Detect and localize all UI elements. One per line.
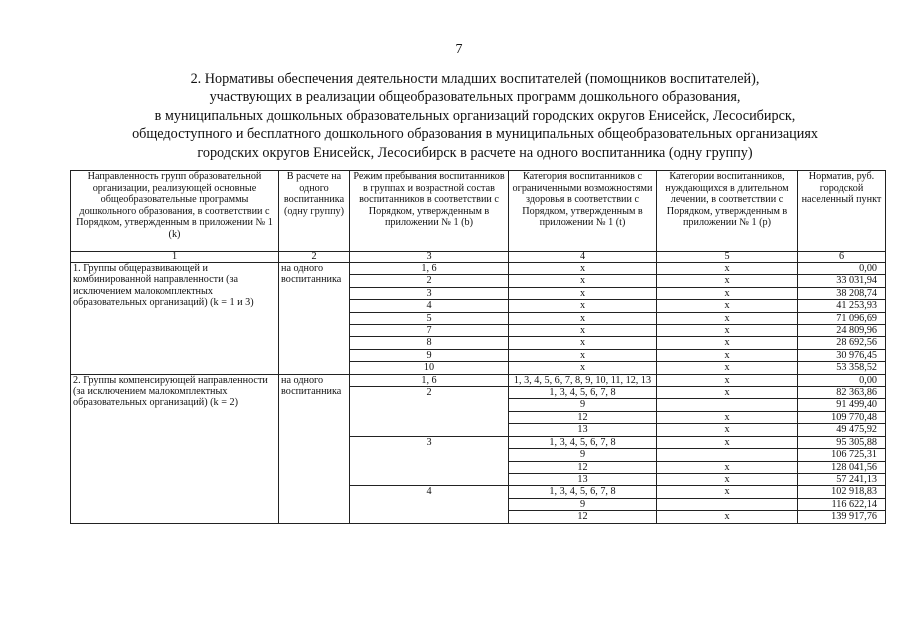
regime-cell: 2 [350,275,509,287]
category-treatment-cell: х [657,325,798,337]
norm-value-cell: 109 770,48 [798,411,886,423]
category-ovz-cell: х [509,287,657,299]
norm-value-cell: 41 253,93 [798,300,886,312]
category-treatment-cell: х [657,424,798,436]
header-direction: Направленность групп образовательной организации, реализующей основные общеобразовательные программы дошкольного образования, в соответствии с Порядком, утвержденным в приложении № 1 (k) [71,171,279,252]
column-number: 2 [279,252,350,263]
norm-value-cell: 38 208,74 [798,287,886,299]
regime-cell: 2 [350,387,509,437]
category-ovz-cell: 12 [509,461,657,473]
category-ovz-cell: 1, 3, 4, 5, 6, 7, 8, 9, 10, 11, 12, 13 [509,374,657,386]
norm-value-cell: 91 499,40 [798,399,886,411]
category-ovz-cell: 13 [509,424,657,436]
category-treatment-cell: х [657,511,798,523]
category-treatment-cell [657,449,798,461]
category-treatment-cell: х [657,300,798,312]
regime-cell: 8 [350,337,509,349]
category-treatment-cell: х [657,486,798,498]
regime-cell: 3 [350,287,509,299]
column-number: 4 [509,252,657,263]
regime-cell: 9 [350,349,509,361]
regime-cell: 5 [350,312,509,324]
table-body [71,252,886,524]
group-label: 2. Группы компенсирующей направленности (за исключением малокомплектных образовательных организаций) (k = 2) [71,374,279,523]
per-unit-cell: на одного воспитанника [279,374,350,523]
category-treatment-cell: х [657,461,798,473]
category-treatment-cell: х [657,436,798,448]
category-ovz-cell: х [509,275,657,287]
header-category-treatment: Категории воспитанников, нуждающихся в длительном лечении, в соответствии с Порядком, утвержденным в приложении № 1 (p) [657,171,798,252]
group-label: 1. Группы общеразвивающей и комбинированной направленности (за исключением малокомплектных образовательных организаций) (k = 1 и 3) [71,263,279,375]
regime-cell: 7 [350,325,509,337]
category-ovz-cell: х [509,312,657,324]
norm-value-cell: 116 622,14 [798,498,886,510]
category-treatment-cell: х [657,312,798,324]
category-ovz-cell: х [509,349,657,361]
norm-value-cell: 0,00 [798,374,886,386]
norm-value-cell: 28 692,56 [798,337,886,349]
norm-value-cell: 24 809,96 [798,325,886,337]
column-number: 6 [798,252,886,263]
norm-value-cell: 49 475,92 [798,424,886,436]
column-number-row [71,252,886,263]
document-title [40,70,910,162]
norms-table [70,170,886,524]
title-line: городских округов Енисейск, Лесосибирск в расчете на одного воспитанника (одну группу) [197,144,753,161]
category-ovz-cell: 13 [509,473,657,485]
column-number: 1 [71,252,279,263]
regime-cell: 1, 6 [350,263,509,275]
category-ovz-cell: 12 [509,411,657,423]
per-unit-cell: на одного воспитанника [279,263,350,375]
column-number: 3 [350,252,509,263]
category-ovz-cell: 1, 3, 4, 5, 6, 7, 8 [509,436,657,448]
norm-value-cell: 95 305,88 [798,436,886,448]
title-line: общедоступного и бесплатного дошкольного образования в муниципальных общеобразовательных организациях [132,126,818,143]
norm-value-cell: 0,00 [798,263,886,275]
title-line: в муниципальных дошкольных образовательных организаций городских округов Енисейск, Лесосибирск, [154,107,796,124]
regime-cell: 4 [350,300,509,312]
category-ovz-cell: 12 [509,511,657,523]
regime-cell: 4 [350,486,509,523]
category-ovz-cell: х [509,337,657,349]
regime-cell: 10 [350,362,509,374]
table-row [71,263,886,275]
category-treatment-cell: х [657,387,798,399]
norm-value-cell: 82 363,86 [798,387,886,399]
category-treatment-cell: х [657,411,798,423]
category-ovz-cell: 9 [509,399,657,411]
norm-value-cell: 33 031,94 [798,275,886,287]
header-regime: Режим пребывания воспитанников в группах и возрастной состав воспитанников в соответствии с Порядком, утвержденным в приложении № 1 (b) [350,171,509,252]
norm-value-cell: 53 358,52 [798,362,886,374]
column-number: 5 [657,252,798,263]
norm-value-cell: 71 096,69 [798,312,886,324]
category-treatment-cell: х [657,362,798,374]
header-per: В расчете на одного воспитанника (одну группу) [279,171,350,252]
category-treatment-cell [657,399,798,411]
category-ovz-cell: 9 [509,449,657,461]
category-treatment-cell: х [657,473,798,485]
category-ovz-cell: 9 [509,498,657,510]
page-number: 7 [455,42,463,57]
table-row [71,374,886,386]
category-treatment-cell [657,498,798,510]
norm-value-cell: 102 918,83 [798,486,886,498]
category-ovz-cell: х [509,263,657,275]
category-ovz-cell: х [509,300,657,312]
category-treatment-cell: х [657,349,798,361]
regime-cell: 3 [350,436,509,486]
category-treatment-cell: х [657,263,798,275]
norm-value-cell: 139 917,76 [798,511,886,523]
category-treatment-cell: х [657,374,798,386]
category-ovz-cell: 1, 3, 4, 5, 6, 7, 8 [509,486,657,498]
norm-value-cell: 30 976,45 [798,349,886,361]
title-line: 2. Нормативы обеспечения деятельности младших воспитателей (помощников воспитателей), [190,71,760,87]
header-category-ovz: Категория воспитанников с ограниченными возможностями здоровья в соответствии с Порядком, утвержденным в приложении № 1 (t) [509,171,657,252]
category-treatment-cell: х [657,337,798,349]
title-line: участвующих в реализации общеобразовательных программ дошкольного образования, [209,89,741,106]
norm-value-cell: 128 041,56 [798,461,886,473]
category-treatment-cell: х [657,275,798,287]
category-ovz-cell: х [509,362,657,374]
header-norm: Норматив, руб. городской населенный пункт [798,171,886,252]
category-treatment-cell: х [657,287,798,299]
norm-value-cell: 57 241,13 [798,473,886,485]
norm-value-cell: 106 725,31 [798,449,886,461]
regime-cell: 1, 6 [350,374,509,386]
category-ovz-cell: 1, 3, 4, 5, 6, 7, 8 [509,387,657,399]
category-ovz-cell: х [509,325,657,337]
